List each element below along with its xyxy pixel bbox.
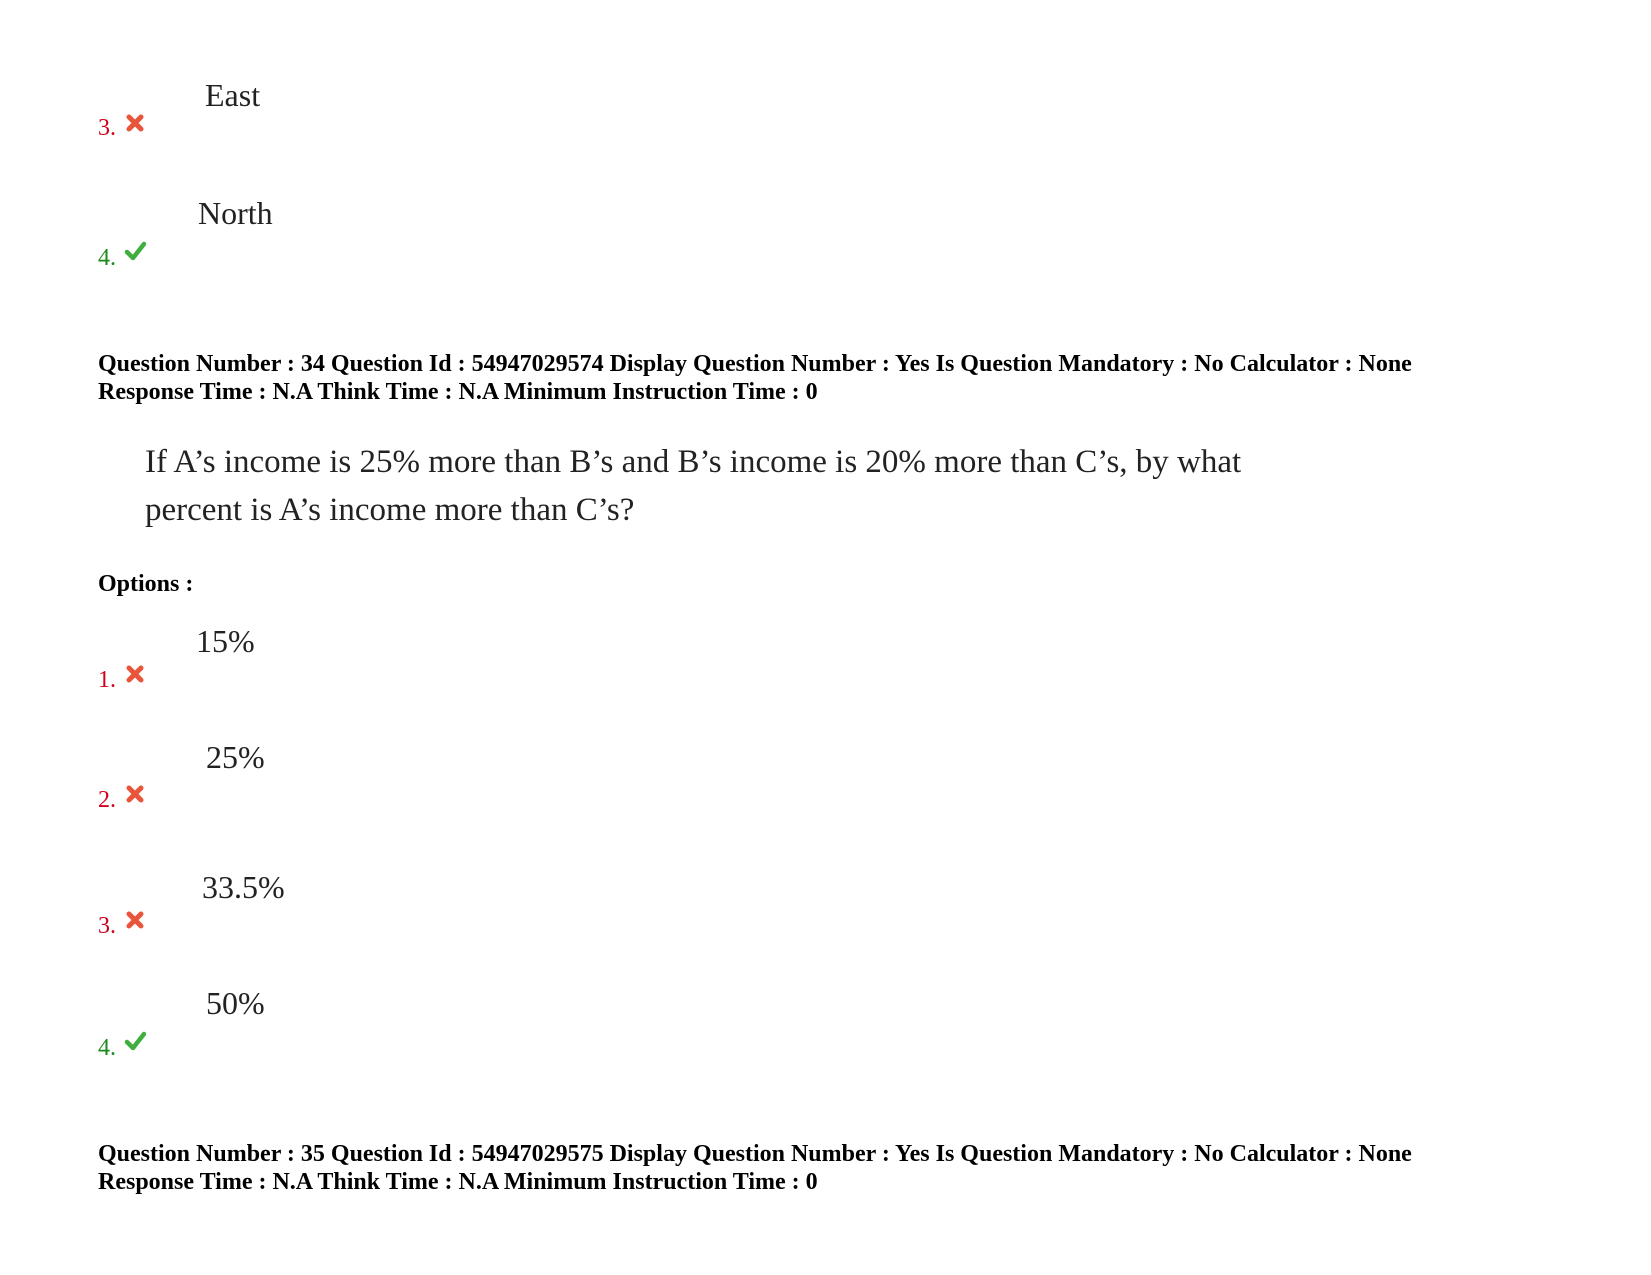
option-number: 2. xyxy=(98,787,116,813)
options-heading: Options : xyxy=(98,571,194,597)
question-meta-line2: Response Time : N.A Think Time : N.A Minimum Instruction Time : 0 xyxy=(98,379,818,405)
question-text xyxy=(145,438,1465,534)
option-text: North xyxy=(198,195,273,231)
option-number: 4. xyxy=(98,1035,116,1061)
option-number: 4. xyxy=(98,245,116,271)
question-meta-line1: Question Number : 34 Question Id : 54947029574 Display Question Number : Yes Is Question Mandatory : No Calculator : None xyxy=(98,351,1412,377)
cross-icon xyxy=(124,783,146,805)
option-text: 15% xyxy=(196,623,255,659)
option-text: East xyxy=(205,77,261,113)
question-meta-line2: Response Time : N.A Think Time : N.A Minimum Instruction Time : 0 xyxy=(98,1169,818,1195)
question-text-line2: percent is A’s income more than C’s? xyxy=(145,492,635,528)
question-meta-line1: Question Number : 35 Question Id : 54947029575 Display Question Number : Yes Is Question Mandatory : No Calculator : None xyxy=(98,1141,1412,1167)
cross-icon xyxy=(124,663,146,685)
option-number: 1. xyxy=(98,667,116,693)
option-number: 3. xyxy=(98,115,116,141)
question-text-line1: If A’s income is 25% more than B’s and B’s income is 20% more than C’s, by what xyxy=(145,444,1242,480)
cross-icon xyxy=(124,112,146,134)
cross-icon xyxy=(124,909,146,931)
check-icon xyxy=(124,1030,146,1052)
option-number: 3. xyxy=(98,913,116,939)
option-text: 50% xyxy=(206,985,265,1021)
option-text: 33.5% xyxy=(202,869,285,905)
check-icon xyxy=(124,240,146,262)
option-text: 25% xyxy=(206,739,265,775)
